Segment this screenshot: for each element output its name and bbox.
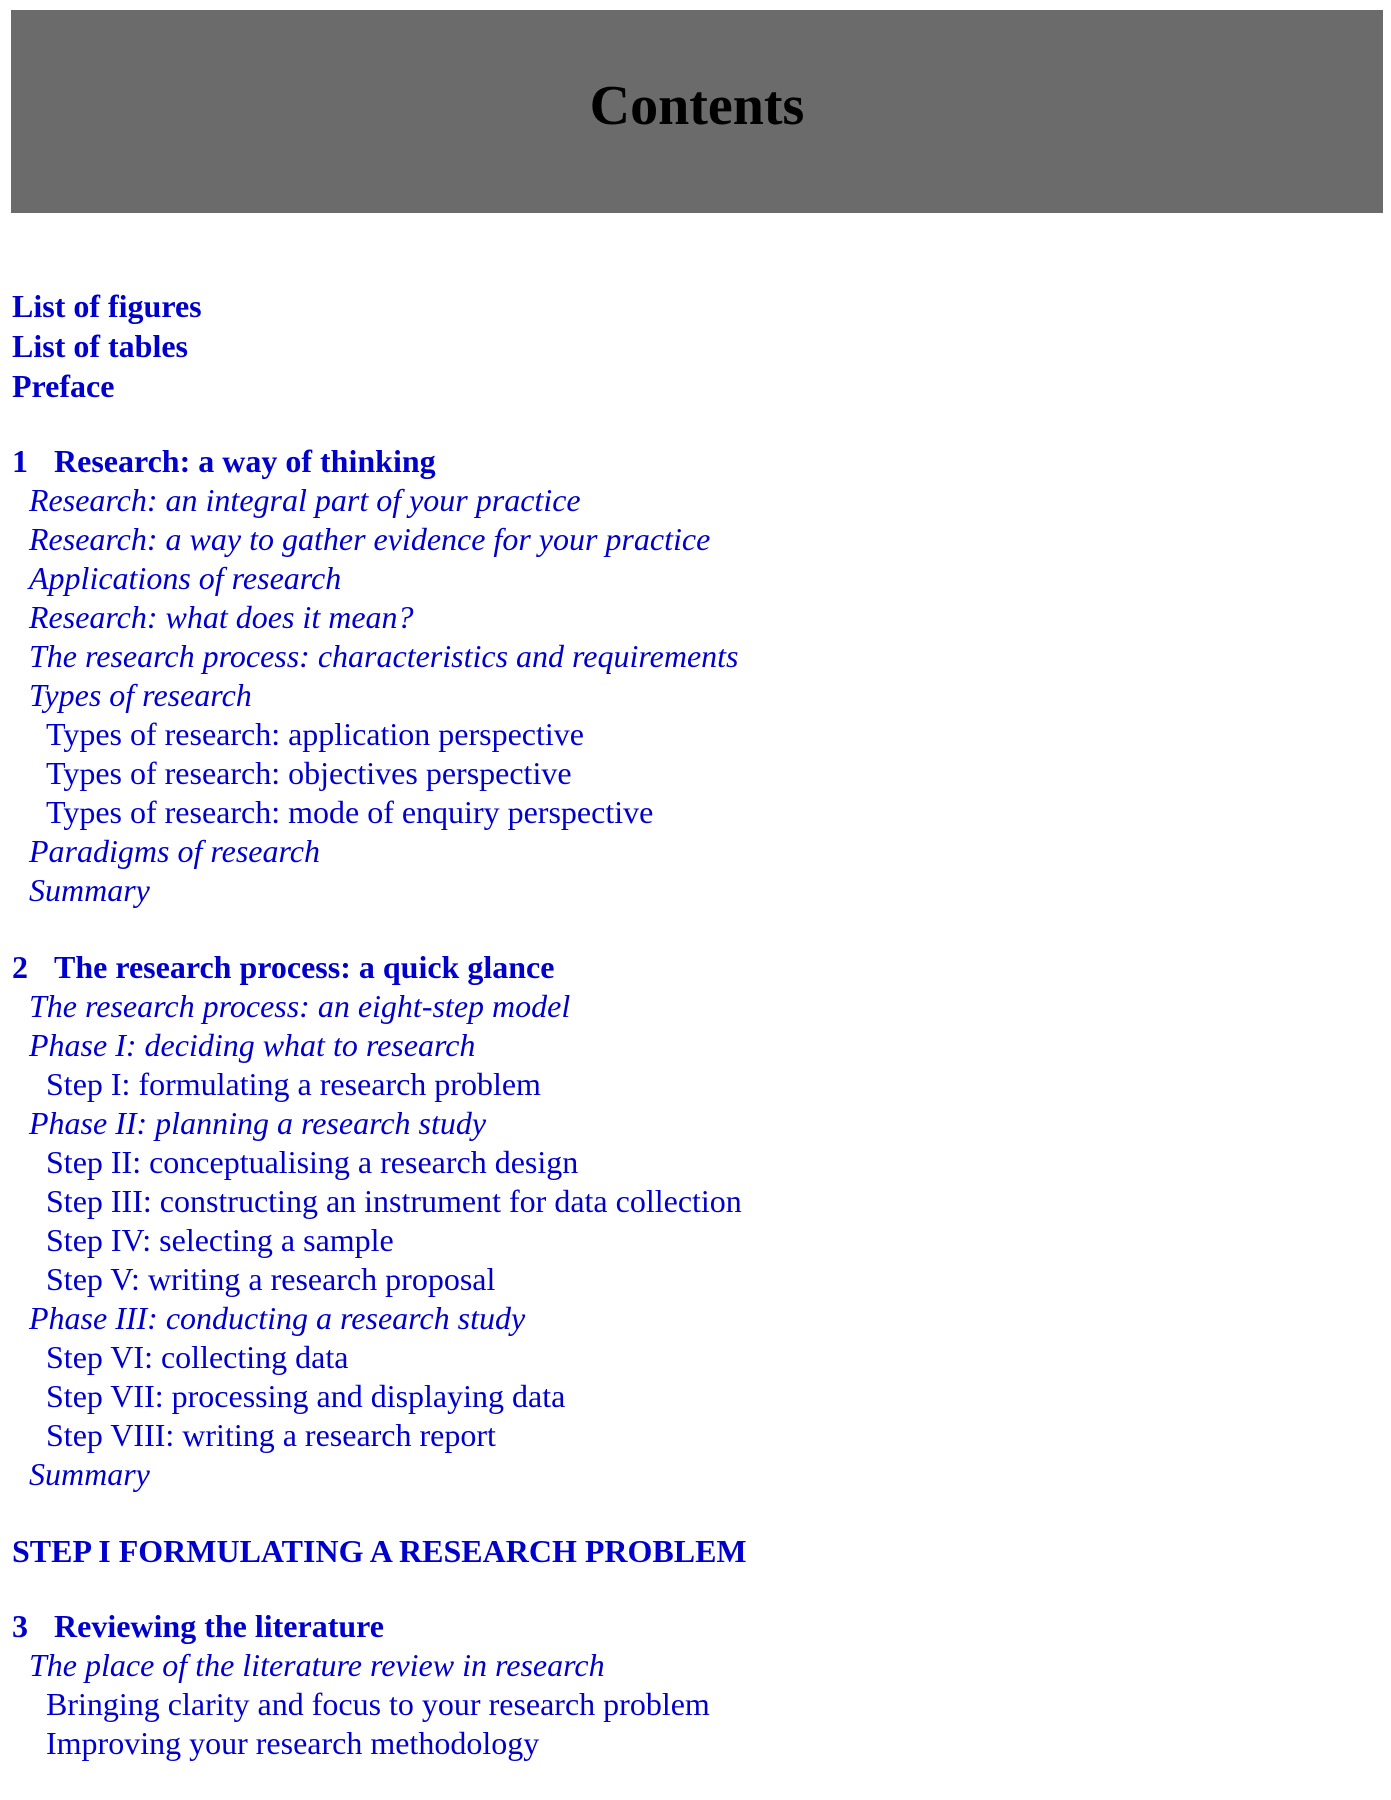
toc-subsection[interactable]: Types of research: application perspective xyxy=(46,716,584,752)
toc-section[interactable]: Types of research xyxy=(29,677,252,713)
chapter-title: The research process: a quick glance xyxy=(54,949,555,985)
toc-section[interactable]: Applications of research xyxy=(29,560,342,596)
toc-section[interactable]: Paradigms of research xyxy=(29,833,320,869)
chapter-number: 2 xyxy=(12,949,28,985)
toc-subsection[interactable]: Step V: writing a research proposal xyxy=(46,1261,496,1297)
toc-section[interactable]: Phase III: conducting a research study xyxy=(29,1300,526,1336)
toc-subsection[interactable]: Types of research: mode of enquiry perspective xyxy=(46,794,654,830)
toc-subsection[interactable]: Types of research: objectives perspective xyxy=(46,755,572,791)
toc-subsection[interactable]: Step IV: selecting a sample xyxy=(46,1222,394,1258)
toc-section[interactable]: Research: what does it mean? xyxy=(29,599,414,635)
toc-section[interactable]: Phase II: planning a research study xyxy=(29,1105,487,1141)
chapter-title: Reviewing the literature xyxy=(54,1608,384,1644)
toc-section-summary[interactable]: Summary xyxy=(29,1456,150,1492)
toc-chapter-1[interactable] xyxy=(12,445,436,477)
toc-section[interactable]: The research process: an eight-step model xyxy=(29,988,571,1024)
toc-section-summary[interactable]: Summary xyxy=(29,872,150,908)
toc-subsection[interactable]: Bringing clarity and focus to your research problem xyxy=(46,1686,710,1722)
chapter-title: Research: a way of thinking xyxy=(54,443,436,479)
toc-section[interactable]: The research process: characteristics and requirements xyxy=(29,638,739,674)
toc-chapter-3[interactable] xyxy=(12,1610,384,1642)
page-title: Contents xyxy=(589,75,805,137)
toc-subsection[interactable]: Step III: constructing an instrument for data collection xyxy=(46,1183,742,1219)
chapter-number: 1 xyxy=(12,443,28,479)
toc-section[interactable]: Research: a way to gather evidence for your practice xyxy=(29,521,711,557)
toc-subsection[interactable]: Step I: formulating a research problem xyxy=(46,1066,541,1102)
toc-section[interactable]: Phase I: deciding what to research xyxy=(29,1027,476,1063)
toc-link-list-of-figures[interactable]: List of figures xyxy=(12,288,202,324)
toc-link-list-of-tables[interactable]: List of tables xyxy=(12,328,188,364)
toc-section[interactable]: The place of the literature review in research xyxy=(29,1647,605,1683)
toc-subsection[interactable]: Step VI: collecting data xyxy=(46,1339,349,1375)
contents-header-band xyxy=(11,10,1383,213)
chapter-number: 3 xyxy=(12,1608,28,1644)
toc-chapter-2[interactable] xyxy=(12,951,554,983)
toc-subsection[interactable]: Improving your research methodology xyxy=(46,1725,540,1761)
toc-subsection[interactable]: Step VIII: writing a research report xyxy=(46,1417,496,1453)
toc-subsection[interactable]: Step VII: processing and displaying data xyxy=(46,1378,566,1414)
toc-subsection[interactable]: Step II: conceptualising a research design xyxy=(46,1144,579,1180)
toc-part-step-1[interactable]: STEP I FORMULATING A RESEARCH PROBLEM xyxy=(12,1533,747,1569)
toc-section[interactable]: Research: an integral part of your practice xyxy=(29,482,581,518)
toc-link-preface[interactable]: Preface xyxy=(12,368,115,404)
